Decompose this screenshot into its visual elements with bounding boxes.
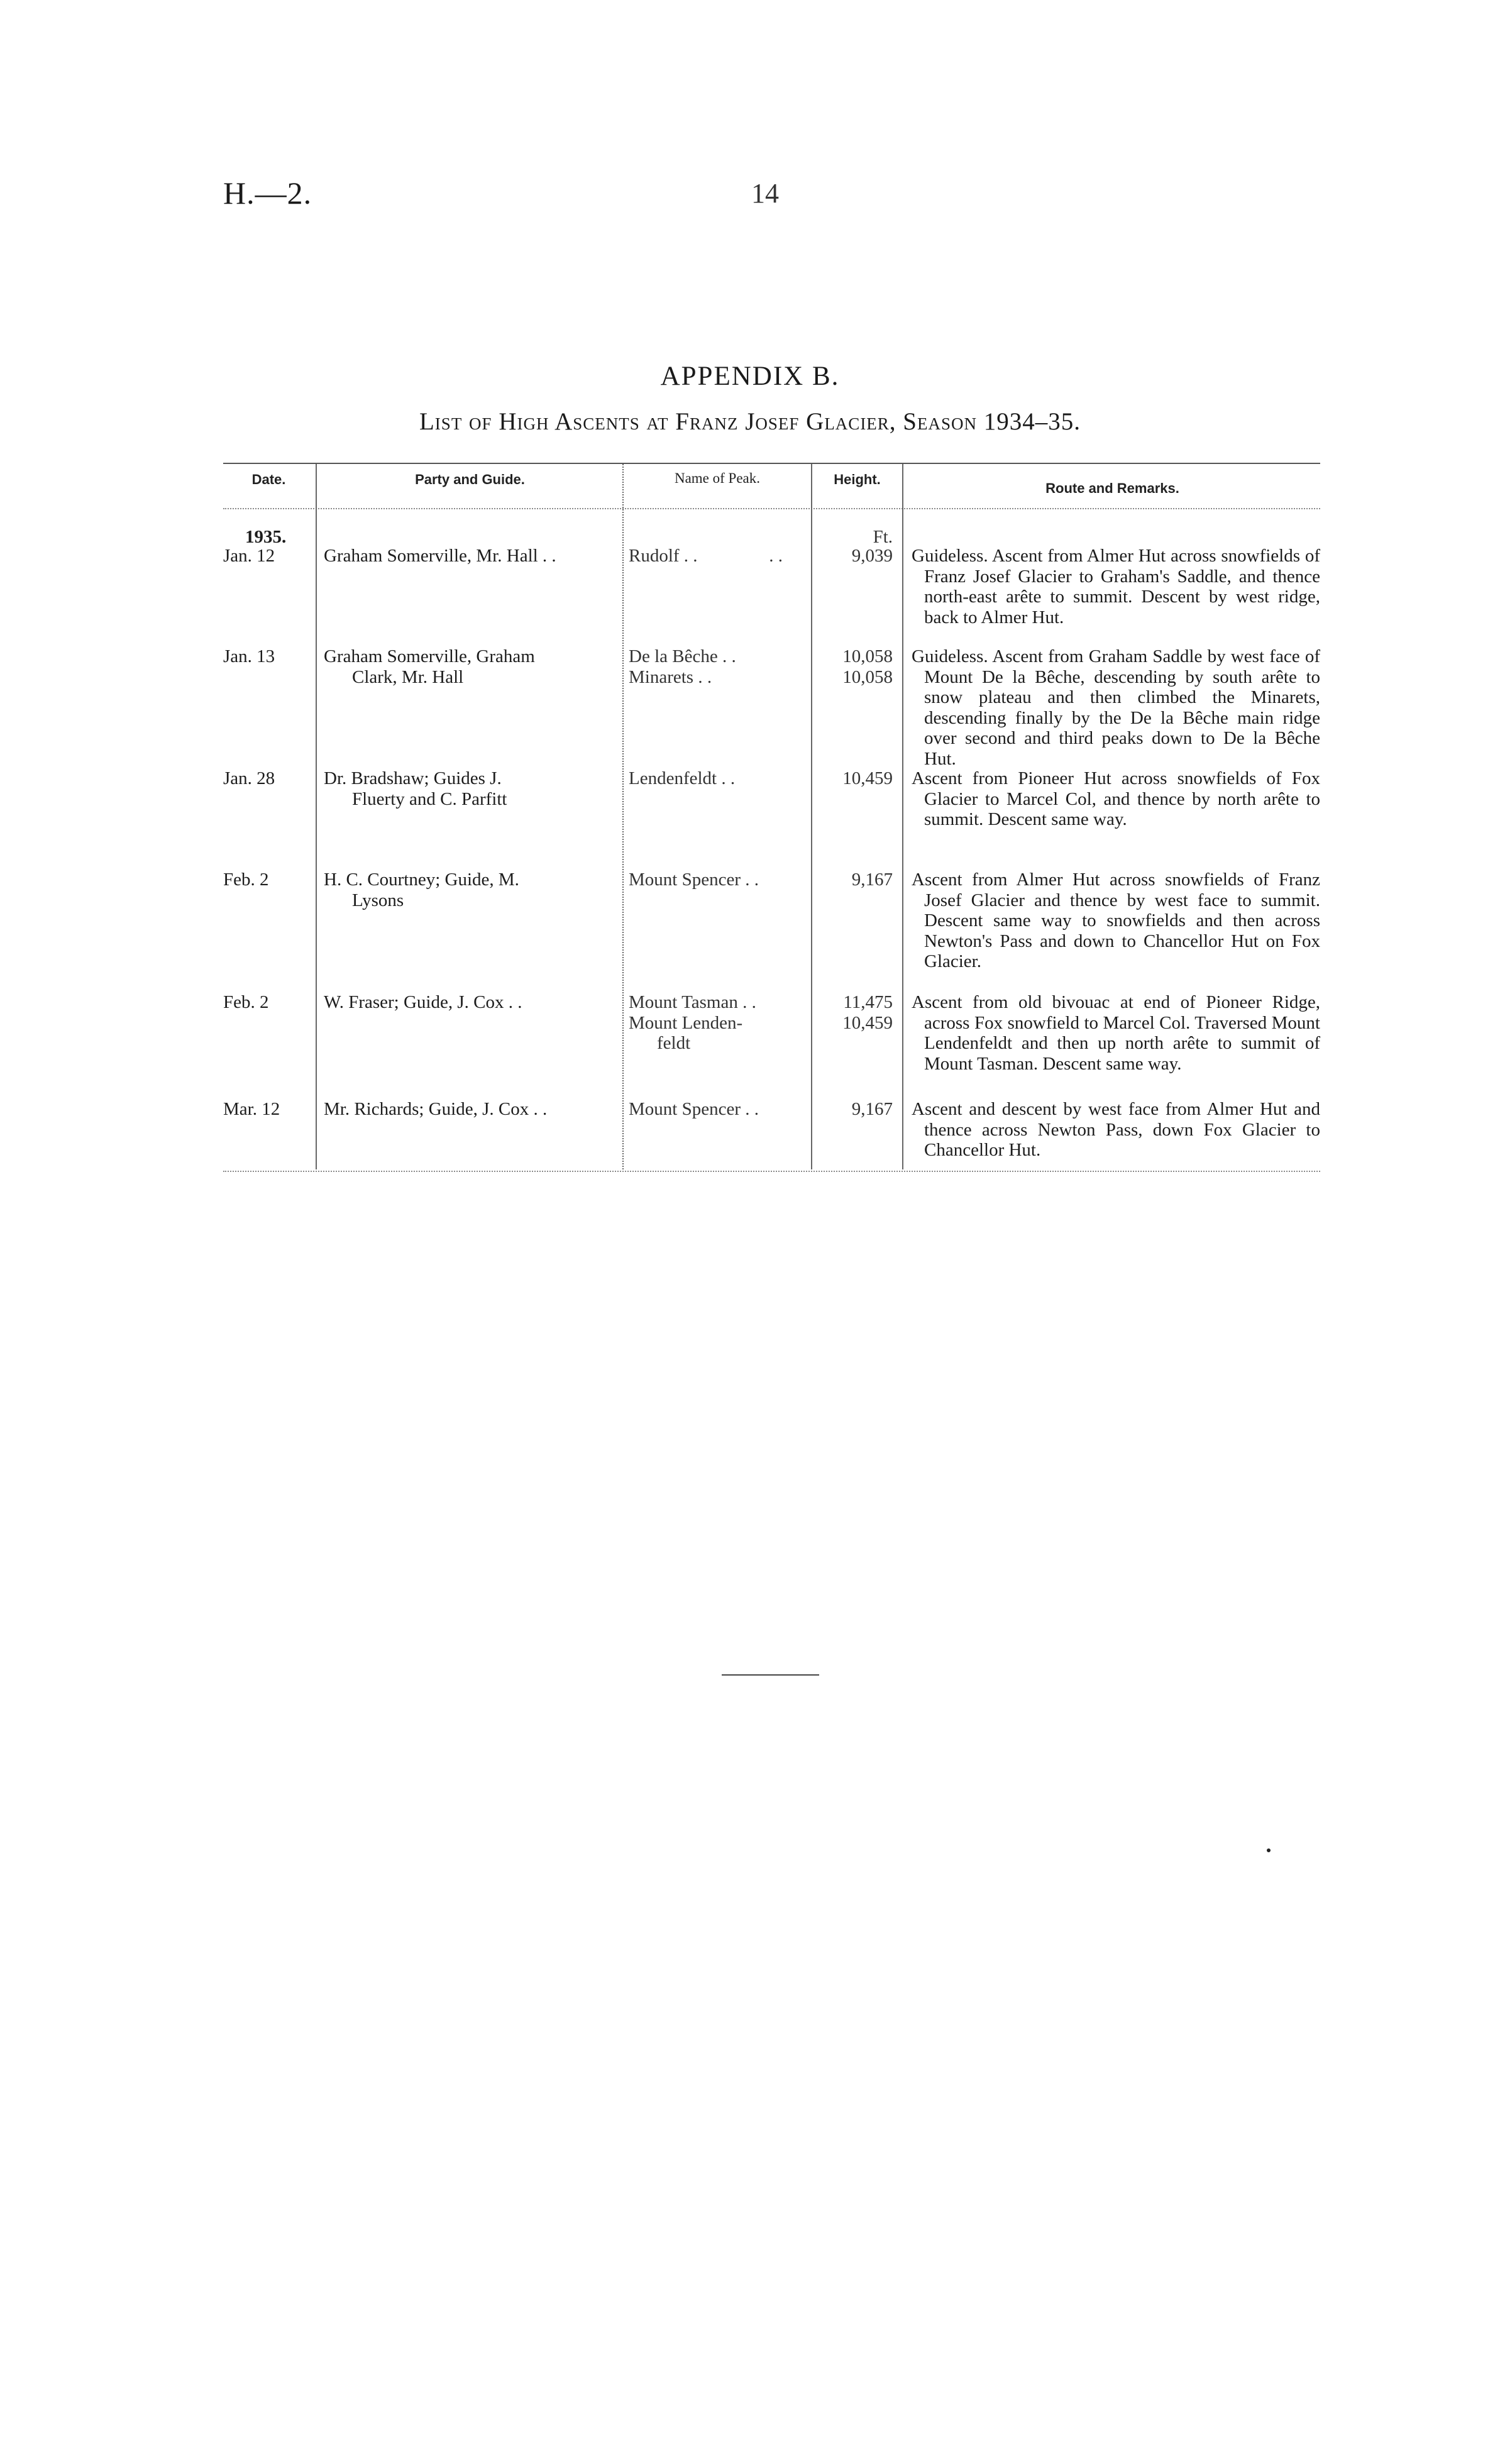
page-number: 14 — [751, 178, 779, 209]
table-row-peak: Mount Spencer . . — [629, 1099, 759, 1119]
ink-dot — [1267, 1848, 1271, 1852]
table-row-peak: De la Bêche . . Minarets . . — [629, 646, 736, 687]
table-row-height: 11,475 10,459 — [842, 992, 893, 1033]
table-row-height: 10,459 — [842, 768, 893, 788]
year-label: 1935. — [245, 527, 287, 547]
table-row-remarks: Ascent from old bivouac at end of Pioneer Ridge, across Fox snowfield to Marcel Col. Traversed Mount Lendenfeldt and then up north arête to summit of Mount Tasman. Descent same way. — [912, 992, 1320, 1074]
header-remarks: Route and Remarks. — [1045, 480, 1179, 496]
table-row-peak: Rudolf . . . . — [629, 546, 783, 566]
header-bottom-rule — [223, 508, 1320, 509]
table-row-party: Graham Somerville, Mr. Hall . . — [324, 546, 556, 566]
table-row-date: Jan. 12 — [223, 546, 275, 566]
document-code: H.—2. — [223, 175, 312, 211]
header-peak: Name of Peak. — [674, 470, 761, 486]
table-row-remarks: Guideless. Ascent from Graham Saddle by west face of Mount De la Bêche, descending by south arête to snow plateau and then climbed the Minarets, descending finally by the De la Bêche main ridge over second and third peaks down to De la Bêche Hut. — [912, 646, 1320, 769]
table-row-date: Feb. 2 — [223, 992, 269, 1012]
table-row-peak: Mount Tasman . . Mount Lenden- feldt — [629, 992, 756, 1053]
table-row-height: 9,039 — [851, 546, 893, 566]
table-subtitle: List of High Ascents at Franz Josef Glacier, Season 1934–35. — [419, 408, 1081, 435]
table-row-party: H. C. Courtney; Guide, M. Lysons — [324, 870, 519, 910]
table-row-date: Feb. 2 — [223, 870, 269, 890]
table-bottom-rule — [223, 1171, 1320, 1172]
table-row-party: Mr. Richards; Guide, J. Cox . . — [324, 1099, 548, 1119]
table-row-height: 9,167 — [851, 870, 893, 890]
table-row-remarks: Ascent from Almer Hut across snowfields of Franz Josef Glacier and thence by west face to summit. Descent same way to snowfields and then across Newton's Pass and down to Chancellor Hut on Fox Glacier. — [912, 870, 1320, 971]
table-row-date: Mar. 12 — [223, 1099, 280, 1119]
column-divider-1 — [316, 464, 317, 1169]
table-row-date: Jan. 28 — [223, 768, 275, 788]
header-party: Party and Guide. — [415, 472, 525, 487]
table-row-remarks: Guideless. Ascent from Almer Hut across snowfields of Franz Josef Glacier to Graham's Saddle, and thence north-east arête to summit. Descent by west ridge, back to Almer Hut. — [912, 546, 1320, 627]
table-row-party: Dr. Bradshaw; Guides J. Fluerty and C. Parfitt — [324, 768, 507, 809]
table-top-rule — [223, 463, 1320, 464]
column-divider-3 — [811, 464, 812, 1169]
height-unit: Ft. — [873, 527, 893, 547]
table-row-height: 9,167 — [851, 1099, 893, 1119]
table-row-peak: Lendenfeldt . . — [629, 768, 736, 788]
end-rule — [722, 1674, 819, 1676]
column-divider-4 — [902, 464, 903, 1169]
table-row-remarks: Ascent from Pioneer Hut across snowfields of Fox Glacier to Marcel Col, and thence by north arête to summit. Descent same way. — [912, 768, 1320, 829]
table-row-date: Jan. 13 — [223, 646, 275, 666]
appendix-title: APPENDIX B. — [660, 362, 840, 391]
header-height: Height. — [834, 472, 881, 487]
table-row-peak: Mount Spencer . . — [629, 870, 759, 890]
table-row-party: Graham Somerville, Graham Clark, Mr. Hall — [324, 646, 535, 687]
table-row-remarks: Ascent and descent by west face from Almer Hut and thence across Newton Pass, down Fox Glacier to Chancellor Hut. — [912, 1099, 1320, 1160]
table-row-height: 10,058 10,058 — [842, 646, 893, 687]
column-divider-2 — [622, 464, 624, 1169]
header-date: Date. — [251, 472, 286, 487]
table-row-party: W. Fraser; Guide, J. Cox . . — [324, 992, 522, 1012]
